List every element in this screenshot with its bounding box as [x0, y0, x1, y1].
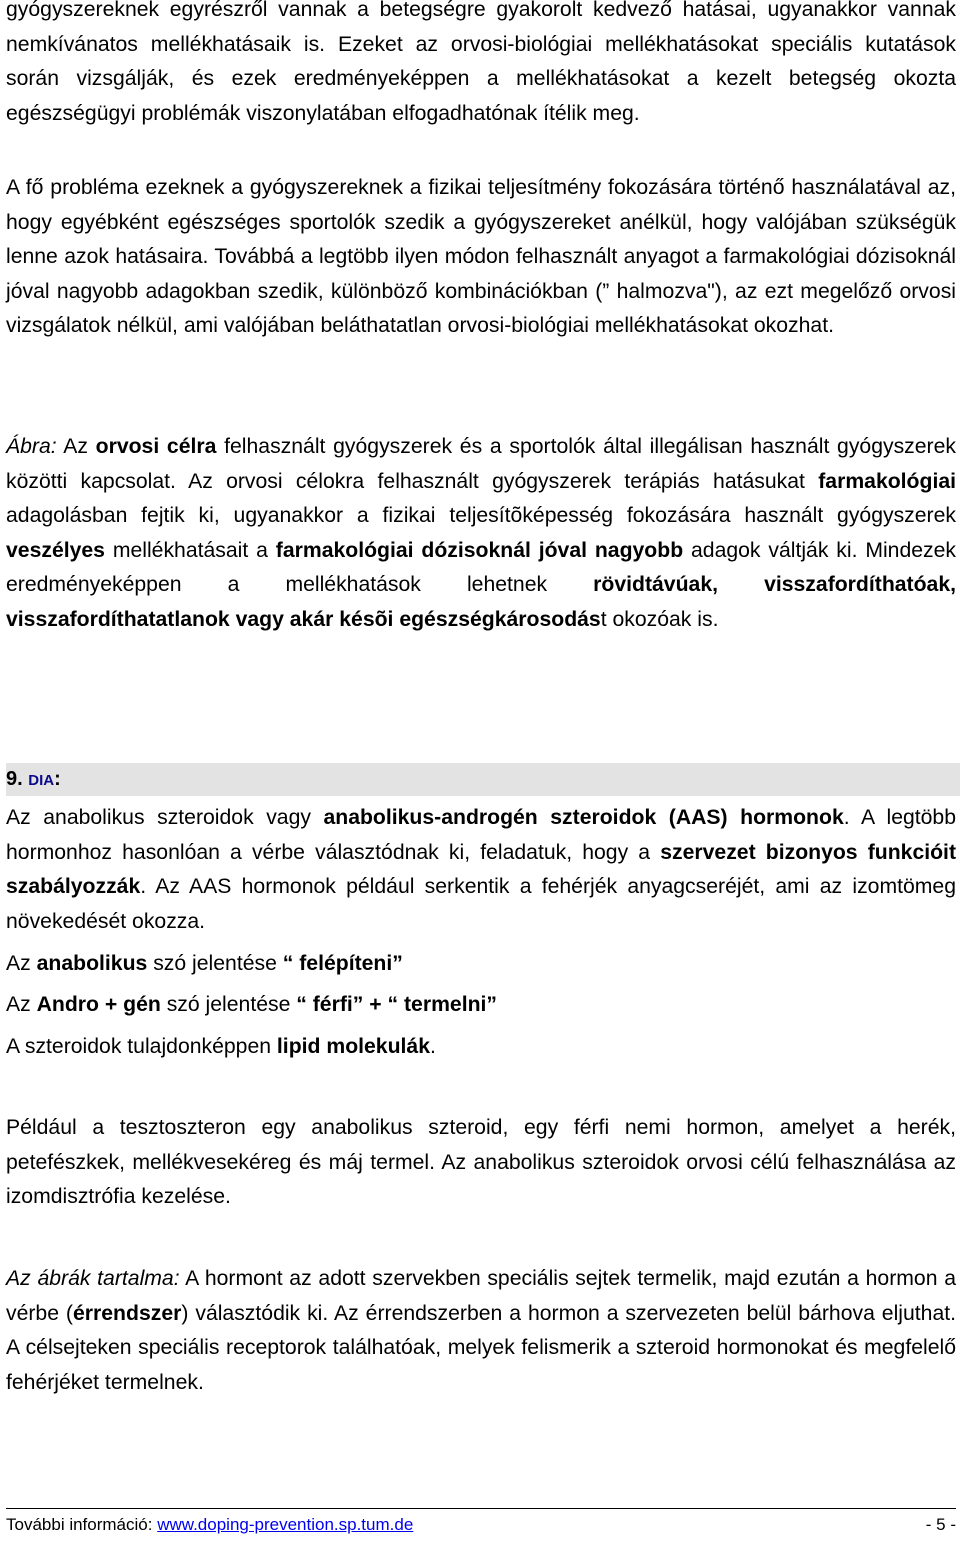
text-run: ) választódik ki. Az érrendszerben a hormon a szervezeten belül bárhova eljuthat. A célsejteken speciális receptorok találhatóak, melyek felismerik a szteroid hormonokat és megfelelő fehérjéket termelnek. [6, 1301, 956, 1394]
paragraph-figure-caption [6, 430, 956, 638]
text-run: adagok váltják ki. Mindezek eredményeképpen a mellékhatások lehetnek [6, 538, 956, 597]
paragraph-main-problem: A fő probléma ezeknek a gyógyszereknek a fizikai teljesítmény fokozására történő használatával az, hogy egyébként egészséges sportolók szedik a gyógyszereket anélkül, hogy valójában szükségük lenne azok hatásaira. Továbbá a legtöbb ilyen módon felhasznált anyagot a farmakológiai dózisoknál jóval nagyobb adagokban szedik, különböző kombinációkban (” halmozva"), az ezt megelőző orvosi vizsgálatok nélkül, ami valójában beláthatatlan orvosi-biológiai mellékhatásokat okozhat. [6, 176, 956, 338]
bold-run: anabolikus [36, 952, 148, 975]
figure-label: Ábra: [6, 435, 57, 458]
bold-run: farmakológiai dózisoknál jóval nagyobb [275, 538, 684, 562]
bold-run: “ férfi” + “ termelni” [296, 993, 498, 1016]
heading-number: 9. [6, 768, 29, 790]
heading-colon: : [54, 768, 61, 790]
bold-run: rövidtávúak, visszafordíthatóak, visszafordíthatatlanok vagy akár késõi egészségkárosodás [6, 573, 956, 631]
text-run: szó jelentése [147, 952, 283, 975]
text-run: adagolásban fejtik ki, ugyanakkor a fizikai teljesítõképesség fokozására használt gyógyszerek [6, 504, 956, 528]
text-run: Az [56, 435, 96, 458]
text-run: . A legtöbb hormonhoz hasonlóan a vérbe választódnak ki, feladatuk, hogy a [6, 806, 956, 864]
bold-run: lipid molekulák [276, 1035, 430, 1058]
page-number: - 5 - [925, 1515, 956, 1534]
paragraph-aas-intro [6, 801, 956, 939]
text-run: Az [6, 952, 37, 975]
paragraph-testosterone: Például a tesztoszteron egy anabolikus szteroid, egy férfi nemi hormon, amelyet a herék, petefészkek, mellékvesekéreg és máj termel. Az anabolikus szteroidok orvosi célú felhasználása az izomdisztrófia kezelése. [6, 1116, 956, 1209]
text-run: . Az AAS hormonok például serkentik a fehérjék anyagcseréjét, ami az izomtömeg növekedését okozza. [6, 875, 956, 933]
heading-label: DIA [28, 772, 55, 789]
bold-run: “ felépíteni” [282, 952, 403, 975]
text-run: A hormont az adott szervekben speciális sejtek termelik, majd ezután a hormon a vérbe ( [6, 1267, 957, 1325]
paragraph-figure-contents [6, 1262, 956, 1400]
bold-run: szervezet bizonyos funkcióit szabályozzák [6, 840, 956, 899]
text-run: Az [6, 993, 37, 1016]
text-run: szó jelentése [160, 993, 297, 1016]
bold-run: érrendszer [73, 1301, 182, 1325]
text-run: Az anabolikus szteroidok vagy [6, 806, 324, 829]
footer-link[interactable]: www.doping-prevention.sp.tum.de [157, 1515, 414, 1534]
definition-anabolic [6, 947, 956, 981]
definition-androgen [6, 988, 956, 1022]
definition-steroid [6, 1030, 956, 1064]
bold-run: anabolikus-androgén szteroidok (AAS) hormonok [323, 806, 844, 829]
text-run: mellékhatásait a [104, 538, 276, 562]
bold-run: veszélyes [6, 538, 105, 562]
bold-run: Andro + gén [36, 993, 161, 1016]
page-footer [6, 1508, 956, 1537]
figure-contents-label: Az ábrák tartalma: [6, 1267, 180, 1290]
text-run: A szteroidok tulajdonképpen [6, 1035, 277, 1058]
text-run: felhasznált gyógyszerek és a sportolók által illegálisan használt gyógyszerek közötti kapcsolat. Az orvosi célokra felhasznált gyógyszerek terápiás hatásukat [6, 435, 956, 493]
paragraph-side-effects: gyógyszereknek egyrészről vannak a betegségre gyakorolt kedvező hatásai, ugyanakkor vannak nemkívánatos mellékhatásaik is. Ezeket az orvosi-biológiai mellékhatásokat speciális kutatások során vizsgálják, és ezek eredményeképpen a mellékhatásokat a kezelt betegség okozta egészségügyi problémák viszonylatában elfogadhatónak ítélik meg. [6, 0, 956, 125]
bold-run: farmakológiai [818, 469, 956, 493]
bold-run: orvosi célra [95, 435, 217, 458]
text-run: t okozóak is. [600, 607, 719, 631]
footer-label: További információ: [6, 1515, 158, 1534]
section-heading-slide-9 [6, 763, 960, 796]
text-run: . [429, 1035, 436, 1058]
